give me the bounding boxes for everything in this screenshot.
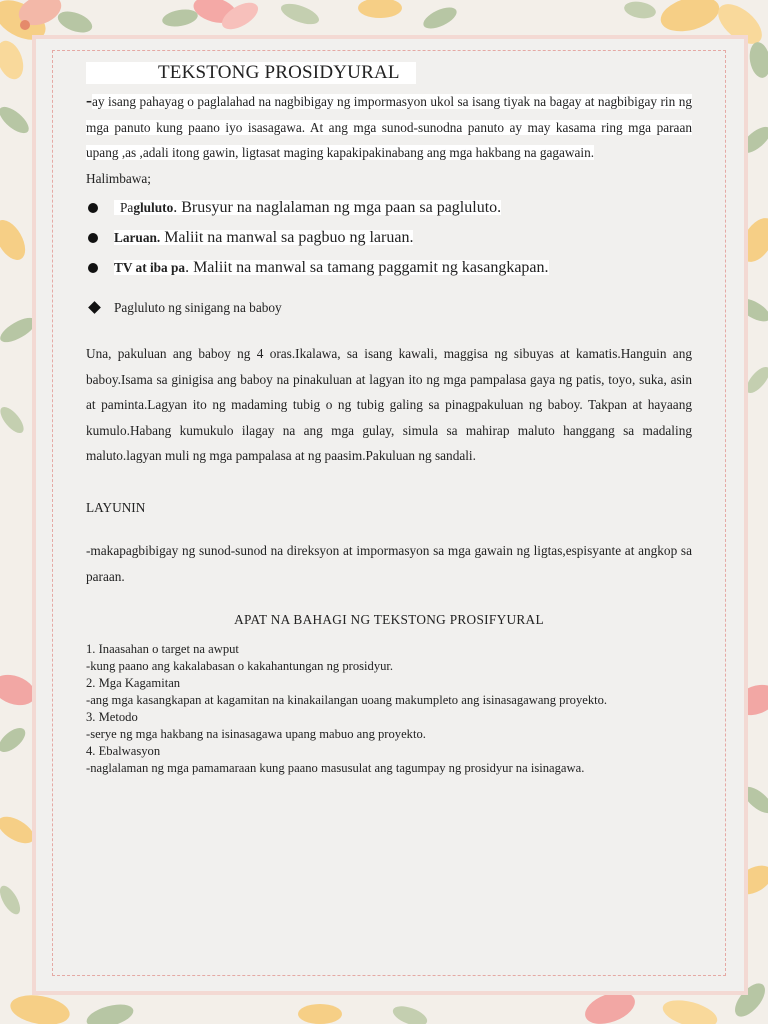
bullet-icon <box>88 233 98 243</box>
recipe-title: Pagluluto ng sinigang na baboy <box>114 300 282 315</box>
recipe-title-row <box>86 295 692 321</box>
example-desc: . Maliit na manwal sa tamang paggamit ng kasangkapan. <box>185 259 549 276</box>
layunin-paragraph: -makapagbibigay ng sunod-sunod na direksyon at impormasyon sa mga gawain ng ligtas,espisyante at angkop sa paraan. <box>86 543 692 584</box>
list-item <box>86 223 692 253</box>
example-term <box>114 260 549 275</box>
example-term <box>114 200 501 215</box>
part-desc: -naglalaman ng mga pamamaraan kung paano masusulat ang tagumpay ng prosidyur na isinagawa. <box>86 761 585 776</box>
example-desc: Maliit na manwal sa pagbuo ng laruan. <box>160 229 414 246</box>
document-content <box>86 60 692 777</box>
example-term-bold: gluluto <box>133 200 174 215</box>
bullet-icon <box>88 263 98 273</box>
example-desc: . Brusyur na naglalaman ng mga paan sa pagluluto. <box>173 199 502 216</box>
diamond-bullet-icon <box>88 301 101 314</box>
examples-list <box>86 193 692 283</box>
intro-text: ay isang pahayag o paglalahad na nagbibigay ng impormasyon ukol sa isang tiyak na bagay at nagbibigay rin ng mga panuto kung paano iyo isasagawa. At ang mga sunod-sunodna panuto ay may kasama ring mga paraan upang ,as ,adali itong gawin, ligtasat maging kapakipakinabang ang mga hakbang na gagawain. <box>86 94 692 160</box>
list-item <box>86 253 692 283</box>
part-desc: -serye ng mga hakbang na isinasagawa upang mabuo ang proyekto. <box>86 727 426 742</box>
part-heading: 3. Metodo <box>86 710 138 725</box>
part-desc: -kung paano ang kakalabasan o kakahantungan ng prosidyur. <box>86 659 394 674</box>
part-heading: 2. Mga Kagamitan <box>86 676 181 691</box>
layunin-heading: LAYUNIN <box>86 499 146 515</box>
title-row <box>86 60 692 88</box>
apat-heading: APAT NA BAHAGI NG TEKSTONG PROSIFYURAL <box>234 612 544 627</box>
part-desc: -ang mga kasangkapan at kagamitan na kinakailangan uoang makumpleto ang isinasagawang proyekto. <box>86 693 608 708</box>
recipe-paragraph: Una, pakuluan ang baboy ng 4 oras.Ikalawa, sa isang kawali, maggisa ng sibuyas at kamatis.Hanguin ang baboy.Isama sa ginigisa ang baboy na pinakuluan at lagyan ito ng mga pampalasa gaya ng patis, toyo, suka, asin at paminta.Lagyan ito ng madaming tubig o ng tubig galing sa pinagpakuluan ng baboy. Takpan at hayaang kumulo.Habang kumukulo ilagay na ang mga gulay, simula sa mahirap maluto hanggang sa madaling maluto.lagyan muli ng mga pampalasa at ng paasim.Pakuluan ng sandali. <box>86 346 692 463</box>
list-item <box>86 193 692 223</box>
example-term-prefix: Pa <box>120 200 134 215</box>
part-heading: 4. Ebalwasyon <box>86 744 161 759</box>
part-heading: 1. Inaasahan o target na awput <box>86 642 239 657</box>
intro-dash: - <box>86 90 92 110</box>
intro-paragraph <box>86 88 692 166</box>
bullet-icon <box>88 203 98 213</box>
parts-list <box>86 641 692 777</box>
flower-top-center <box>161 0 460 35</box>
example-term-bold: Laruan. <box>114 230 161 245</box>
halimbawa-label: Halimbawa; <box>86 170 151 186</box>
page-title: TEKSTONG PROSIDYURAL <box>158 62 400 83</box>
example-term-bold: TV at iba pa <box>114 260 186 275</box>
example-term <box>114 230 413 245</box>
